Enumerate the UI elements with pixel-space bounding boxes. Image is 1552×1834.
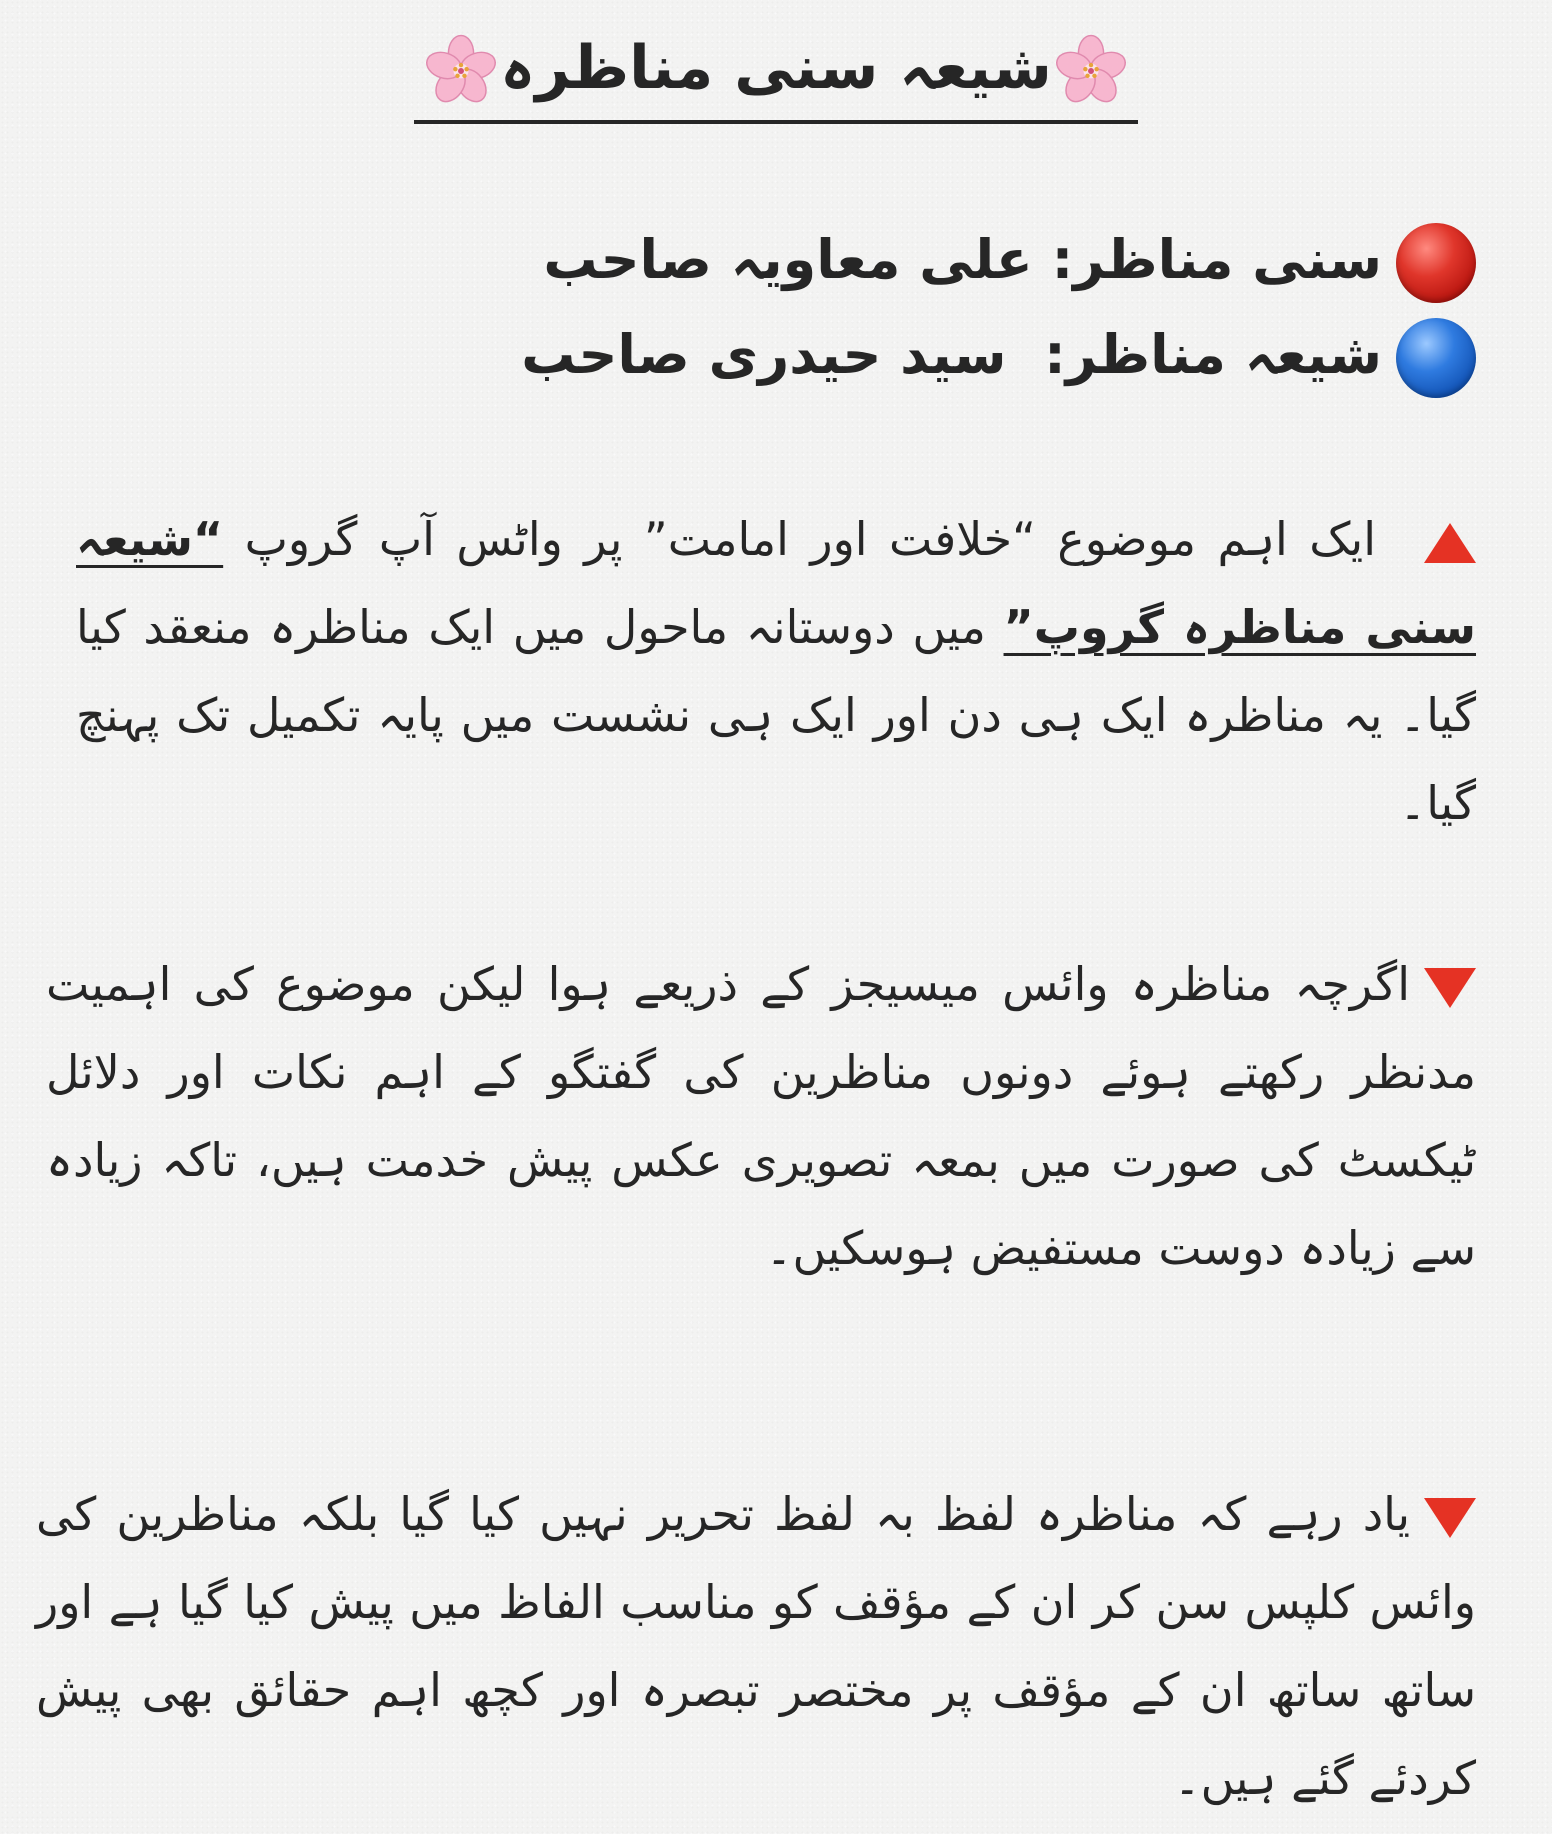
shia-debater-line — [521, 310, 1476, 400]
red-circle-icon — [1396, 223, 1476, 303]
paragraph-method — [46, 940, 1476, 1292]
paragraph-method-text: اگرچہ مناظرہ وائس میسیجز کے ذریعے ہوا لیکن موضوع کی اہمیت مدنظر رکھتے ہوئے دونوں مناظرین کی گفتگو کے اہم نکات اور دلائل ٹیکسٹ کی صورت میں بمعہ تصویری عکس پیش خدمت ہیں، تاکہ زیادہ سے زیادہ دوست مستفیض ہوسکیں۔ — [46, 957, 1476, 1275]
paragraph-intro — [76, 495, 1476, 847]
title-underlined — [414, 18, 1138, 124]
sunni-debater-label: سنی مناظر: — [1051, 228, 1382, 291]
paragraph-intro-part2: میں دوستانہ ماحول میں ایک مناظرہ منعقد کیا گیا۔ یہ مناظرہ ایک ہی دن اور ایک ہی نشست میں پایہ تکمیل تک پہنچ گیا۔ — [76, 600, 1476, 830]
shia-debater-label: شیعہ مناظر: — [1044, 323, 1382, 386]
paragraph-note — [36, 1470, 1476, 1822]
red-triangle-down-icon — [1424, 968, 1476, 1008]
sunni-debater-line — [543, 215, 1476, 305]
paragraph-note-text: یاد رہے کہ مناظرہ لفظ بہ لفظ تحریر نہیں کیا گیا بلکہ مناظرین کی وائس کلپس سن کر ان کے مؤقف کو مناسب الفاظ میں پیش کیا گیا ہے اور ساتھ ساتھ ان کے مؤقف پر مختصر تبصرہ اور کچھ اہم حقائق بھی پیش کردئے گئے ہیں۔ — [36, 1487, 1476, 1805]
title-text: شیعہ سنی مناظرہ — [500, 33, 1052, 103]
cherry-blossom-icon — [424, 34, 498, 108]
cherry-blossom-icon — [1054, 34, 1128, 108]
red-triangle-up-icon — [1424, 523, 1476, 563]
paragraph-intro-part1: ایک اہم موضوع “خلافت اور امامت” پر واٹس آپ گروپ — [223, 512, 1376, 566]
shia-debater-name: سید حیدری صاحب — [521, 323, 1007, 386]
sunni-debater-name: علی معاویہ صاحب — [543, 228, 1033, 291]
page-title — [0, 18, 1552, 124]
group-name: “شیعہ سنی مناظرہ گروپ” — [76, 512, 1476, 654]
blue-circle-icon — [1396, 318, 1476, 398]
red-triangle-down-icon — [1424, 1498, 1476, 1538]
